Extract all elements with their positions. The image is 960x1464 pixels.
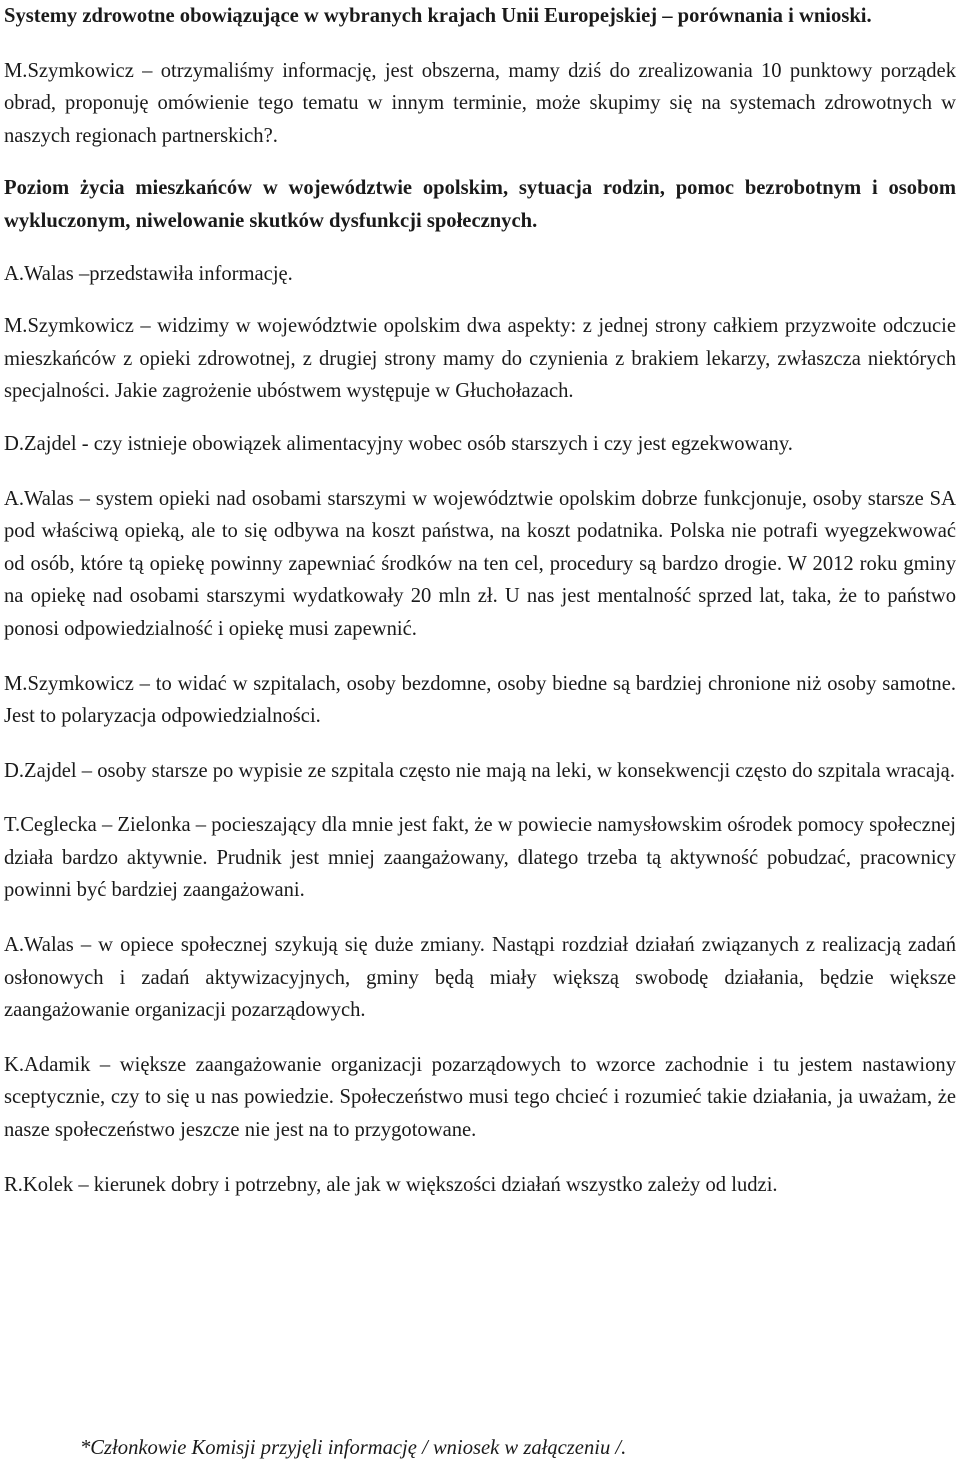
paragraph-zajdel-medicine: D.Zajdel – osoby starsze po wypisie ze szpitala często nie mają na leki, w konsekwencji często do szpitala wracają. (4, 759, 955, 782)
paragraph-walas-elderly-care: A.Walas – system opieki nad osobami starszymi w województwie opolskim dobrze funkcjonuje, osoby starsze SA pod właściwą opieką, ale to się odbywa na koszt państwa, na koszt podatnika. Polska nie potrafi wyegzekwować od osób, które tą opiekę powinny zapewniać środków na ten cel, procedury są bardzo drogie. W 2012 roku gminy na opiekę nad osobami starszymi wydatkowały 20 mln zł. U nas jest mentalność sprzed lat, taka, że to państwo ponosi odpowiedzialność i opiekę musi zapewnić. (4, 487, 956, 640)
topic-heading: Poziom życia mieszkańców w województwie opolskim, sytuacja rodzin, pomoc bezrobotnym i osobom wykluczonym, niwelowanie skutków dysfunkcji społecznych. (4, 177, 956, 232)
document-page (4, 0, 956, 1201)
paragraph-adamik: K.Adamik – większe zaangażowanie organizacji pozarządowych to wzorce zachodnie i tu jestem nastawiony sceptycznie, czy to się u nas powiedzie. Społeczeństwo musi tego chcieć i rozumieć takie działania, ja uważam, że nasze społeczeństwo jeszcze nie jest na to przygotowane. (4, 1053, 956, 1142)
paragraph-zajdel-question: D.Zajdel - czy istnieje obowiązek alimentacyjny wobec osób starszych i czy jest egzekwowany. (4, 432, 793, 455)
paragraph-szymkowicz-intro: M.Szymkowicz – otrzymaliśmy informację, jest obszerna, mamy dziś do zrealizowania 10 punktowy porządek obrad, proponuję omówienie tego tematu w innym terminie, może skupimy się na systemach zdrowotnych w naszych regionach partnerskich?. (4, 59, 956, 147)
footer-note: *Członkowie Komisji przyjęli informację / wniosek w załączeniu /. (80, 1437, 627, 1459)
paragraph-ceglecka-zielonka: T.Ceglecka – Zielonka – pocieszający dla mnie jest fakt, że w powiecie namysłowskim ośrodek pomocy społecznej działa bardzo aktywnie. Prudnik jest mniej zaangażowany, dlatego trzeba tą aktywność pobudzać, pracownicy powinni być bardziej zaangażowani. (4, 814, 956, 902)
section-heading: Systemy zdrowotne obowiązujące w wybranych krajach Unii Europejskiej – porównania i wnioski. (4, 5, 872, 27)
paragraph-walas-changes: A.Walas – w opiece społecznej szykują się duże zmiany. Nastąpi rozdział działań związanych z realizacją zadań osłonowych i zadań aktywizacyjnych, gminy będą miały większą swobodę działania, będzie większe zaangażowanie organizacji pozarządowych. (4, 934, 956, 1022)
paragraph-walas-info: A.Walas –przedstawiła informację. (4, 262, 293, 285)
paragraph-szymkowicz-hospitals: M.Szymkowicz – to widać w szpitalach, osoby bezdomne, osoby biedne są bardziej chronione niż osoby samotne. Jest to polaryzacja odpowiedzialności. (4, 672, 956, 728)
paragraph-szymkowicz-aspects: M.Szymkowicz – widzimy w województwie opolskim dwa aspekty: z jednej strony całkiem przyzwoite odczucie mieszkańców z opieki zdrowotnej, z drugiej strony mamy do czynienia z brakiem lekarzy, zwłaszcza niektórych specjalności. Jakie zagrożenie ubóstwem występuje w Głuchołazach. (4, 315, 956, 403)
paragraph-kolek: R.Kolek – kierunek dobry i potrzebny, ale jak w większości działań wszystko zależy od ludzi. (4, 1173, 778, 1196)
